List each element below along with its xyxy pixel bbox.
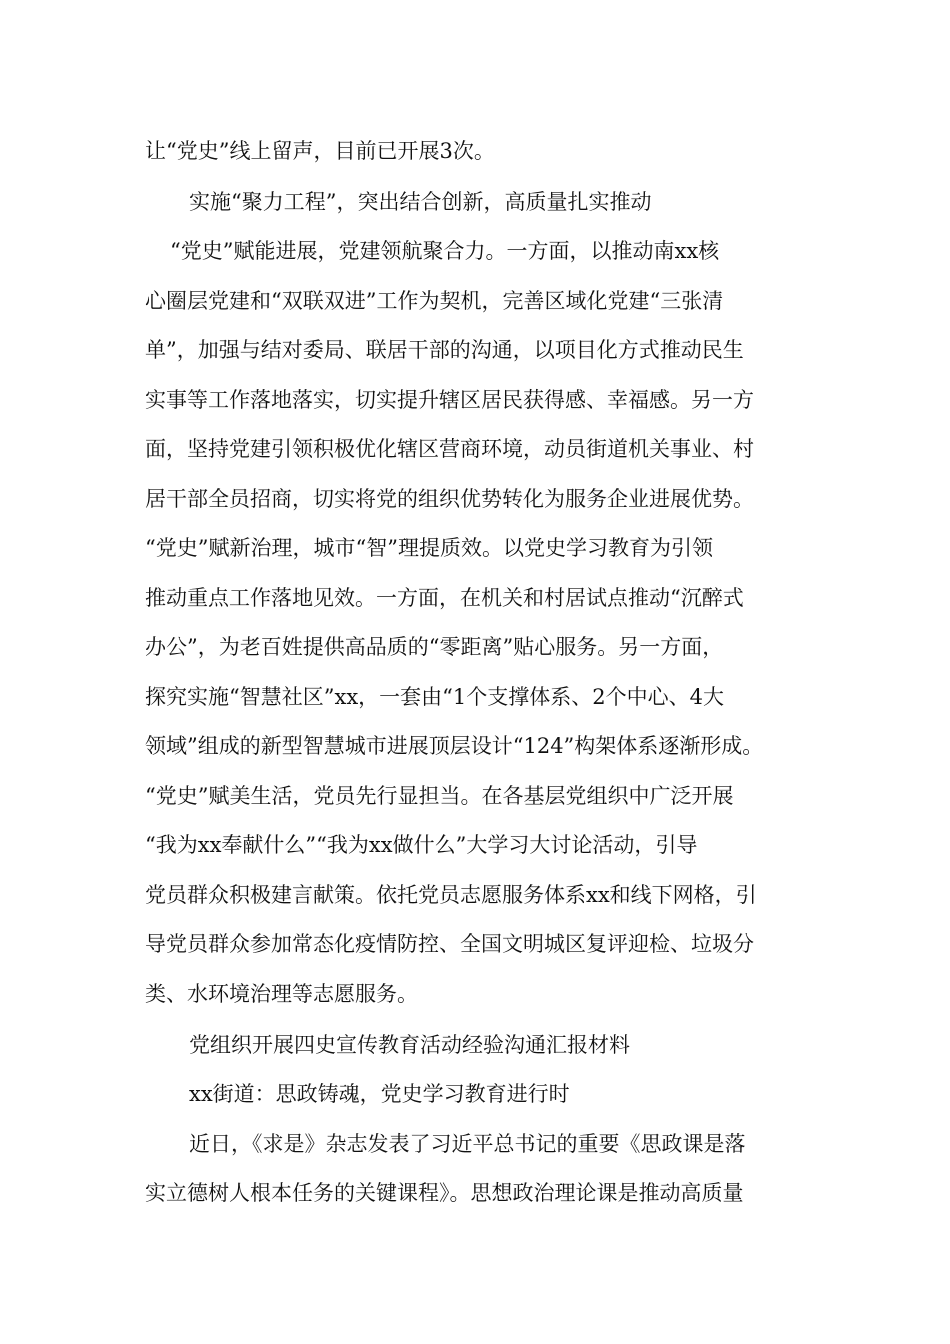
text-line-14: “党史”赋美生活，党员先行显担当。在各基层党组织中广泛开展	[145, 784, 734, 808]
text-line-6: 实事等工作落地落实，切实提升辖区居民获得感、幸福感。另一方	[145, 388, 754, 412]
text-line-7: 面，坚持党建引领积极优化辖区营商环境，动员街道机关事业、村	[145, 437, 754, 461]
text-line-2: 实施“聚力工程”，突出结合创新，高质量扎实推动	[189, 190, 652, 214]
text-line-21: 近日，《求是》杂志发表了习近平总书记的重要《思政课是落	[189, 1132, 746, 1156]
text-line-4: 心圈层党建和“双联双进”工作为契机，完善区域化党建“三张清	[145, 289, 724, 313]
text-line-22: 实立德树人根本任务的关键课程》。思想政治理论课是推动高质量	[145, 1181, 744, 1205]
text-line-13: 领域”组成的新型智慧城市进展顶层设计“124”构架体系逐渐形成。	[145, 734, 764, 758]
text-line-10: 推动重点工作落地见效。一方面，在机关和村居试点推动“沉醉式	[145, 586, 744, 610]
section-title: 党组织开展四史宣传教育活动经验沟通汇报材料	[189, 1033, 630, 1057]
text-line-5: 单”，加强与结对委局、联居干部的沟通，以项目化方式推动民生	[145, 338, 744, 362]
text-line-3: “党史”赋能进展，党建领航聚合力。一方面，以推动南xx核	[170, 239, 720, 263]
text-line-12: 探究实施“智慧社区”xx，一套由“1个支撑体系、2个中心、4大	[145, 685, 724, 709]
text-line-17: 导党员群众参加常态化疫情防控、全国文明城区复评迎检、垃圾分	[145, 932, 754, 956]
text-line-1: 让“党史”线上留声，目前已开展3次。	[145, 139, 495, 163]
text-line-9: “党史”赋新治理，城市“智”理提质效。以党史学习教育为引领	[145, 536, 713, 560]
text-line-15: “我为xx奉献什么”“我为xx做什么”大学习大讨论活动，引导	[145, 833, 698, 857]
subsection-title: xx街道：思政铸魂，党史学习教育进行时	[189, 1082, 570, 1106]
text-line-18: 类、水环境治理等志愿服务。	[145, 982, 418, 1006]
text-line-8: 居干部全员招商，切实将党的组织优势转化为服务企业进展优势。	[145, 487, 754, 511]
text-line-11: 办公”，为老百姓提供高品质的“零距离”贴心服务。另一方面，	[145, 635, 724, 659]
text-line-16: 党员群众积极建言献策。依托党员志愿服务体系xx和线下网格，引	[145, 883, 757, 907]
